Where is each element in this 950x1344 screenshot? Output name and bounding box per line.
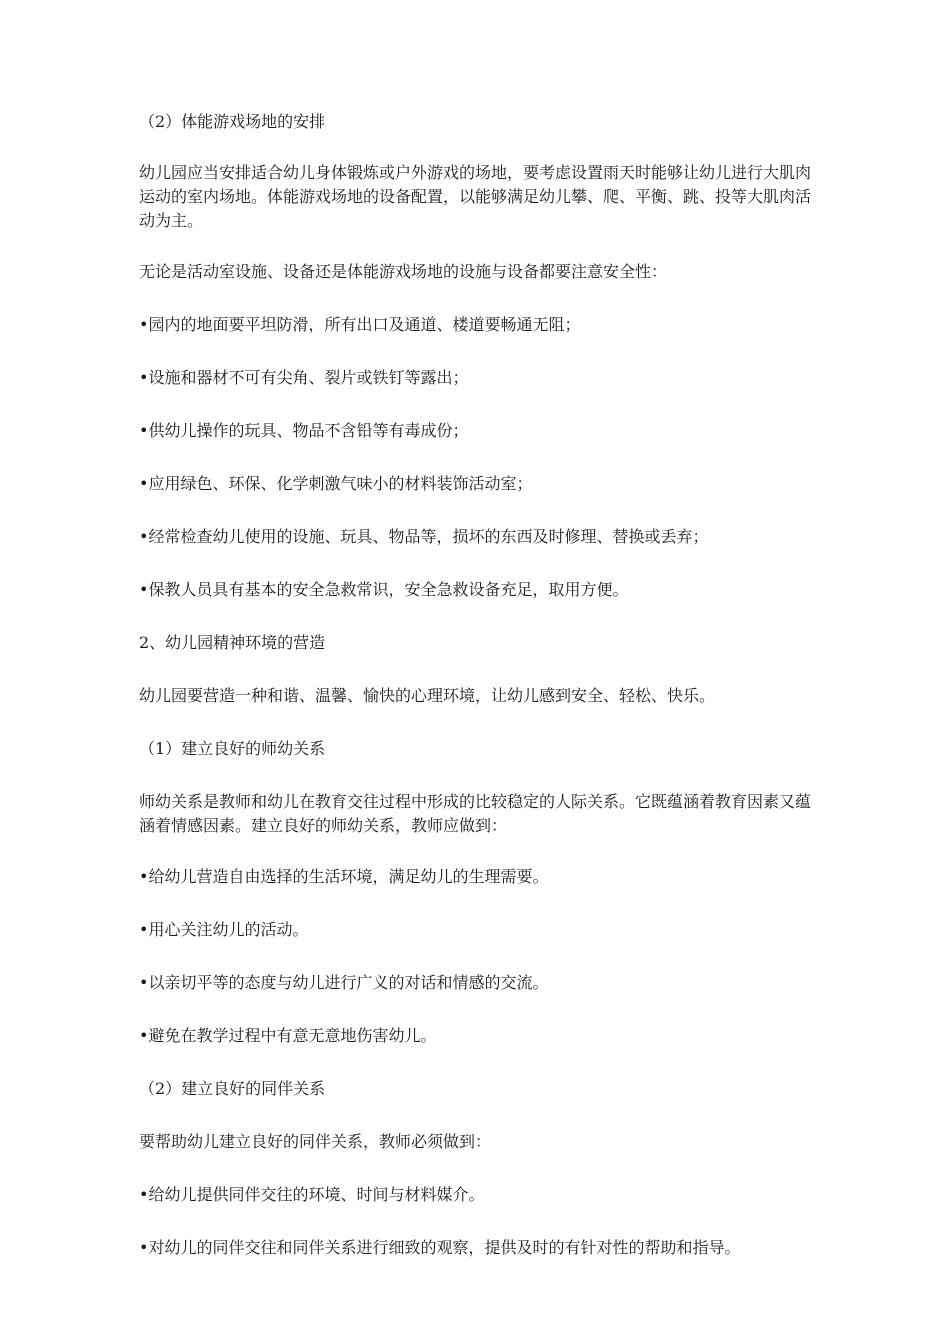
bullet-item: •以亲切平等的态度与幼儿进行广义的对话和情感的交流。 — [139, 973, 549, 992]
paragraph-play-area-arrangement: 幼儿园应当安排适合幼儿身体锻炼或户外游戏的场地，要考虑设置雨天时能够让幼儿进行大肌肉运动的室内场地。体能游戏场地的设备配置，以能够满足幼儿攀、爬、平衡、跳、投等大肌肉活动为主。 — [139, 163, 812, 230]
bullet-item: •应用绿色、环保、化学刺激气味小的材料装饰活动室； — [139, 474, 533, 493]
paragraph-psychological-environment: 幼儿园要营造一种和谐、温馨、愉快的心理环境，让幼儿感到安全、轻松、快乐。 — [139, 686, 716, 705]
paragraph-peer-relationship-intro: 要帮助幼儿建立良好的同伴关系，教师必须做到： — [139, 1132, 492, 1151]
bullet-item: •保教人员具有基本的安全急救常识，安全急救设备充足，取用方便。 — [139, 580, 629, 599]
bullet-item: •经常检查幼儿使用的设施、玩具、物品等，损坏的东西及时修理、替换或丢弃； — [139, 527, 709, 546]
document-body — [139, 110, 819, 1260]
bullet-item: •对幼儿的同伴交往和同伴关系进行细致的观察，提供及时的有针对性的帮助和指导。 — [139, 1238, 741, 1257]
bullet-item: •避免在教学过程中有意无意地伤害幼儿。 — [139, 1026, 437, 1045]
bullet-item: •设施和器材不可有尖角、裂片或铁钉等露出； — [139, 368, 469, 387]
section-heading-spiritual-environment: 2、幼儿园精神环境的营造 — [139, 633, 326, 652]
subheading-physical-play-area: （2）体能游戏场地的安排 — [139, 112, 326, 131]
paragraph-safety-intro: 无论是活动室设施、设备还是体能游戏场地的设施与设备都要注意安全性： — [139, 262, 668, 281]
subheading-peer-relationship: （2）建立良好的同伴关系 — [139, 1079, 326, 1098]
bullet-item: •园内的地面要平坦防滑，所有出口及通道、楼道要畅通无阻； — [139, 315, 581, 334]
bullet-item: •给幼儿营造自由选择的生活环境，满足幼儿的生理需要。 — [139, 867, 549, 886]
paragraph-teacher-child-relationship: 师幼关系是教师和幼儿在教育交往过程中形成的比较稳定的人际关系。它既蕴涵着教育因素又蕴涵着情感因素。建立良好的师幼关系，教师应做到： — [139, 792, 812, 835]
bullet-item: •供幼儿操作的玩具、物品不含铅等有毒成份； — [139, 421, 469, 440]
bullet-item: •给幼儿提供同伴交往的环境、时间与材料媒介。 — [139, 1185, 485, 1204]
subheading-teacher-child-relationship: （1）建立良好的师幼关系 — [139, 739, 326, 758]
bullet-item: •用心关注幼儿的活动。 — [139, 920, 309, 939]
